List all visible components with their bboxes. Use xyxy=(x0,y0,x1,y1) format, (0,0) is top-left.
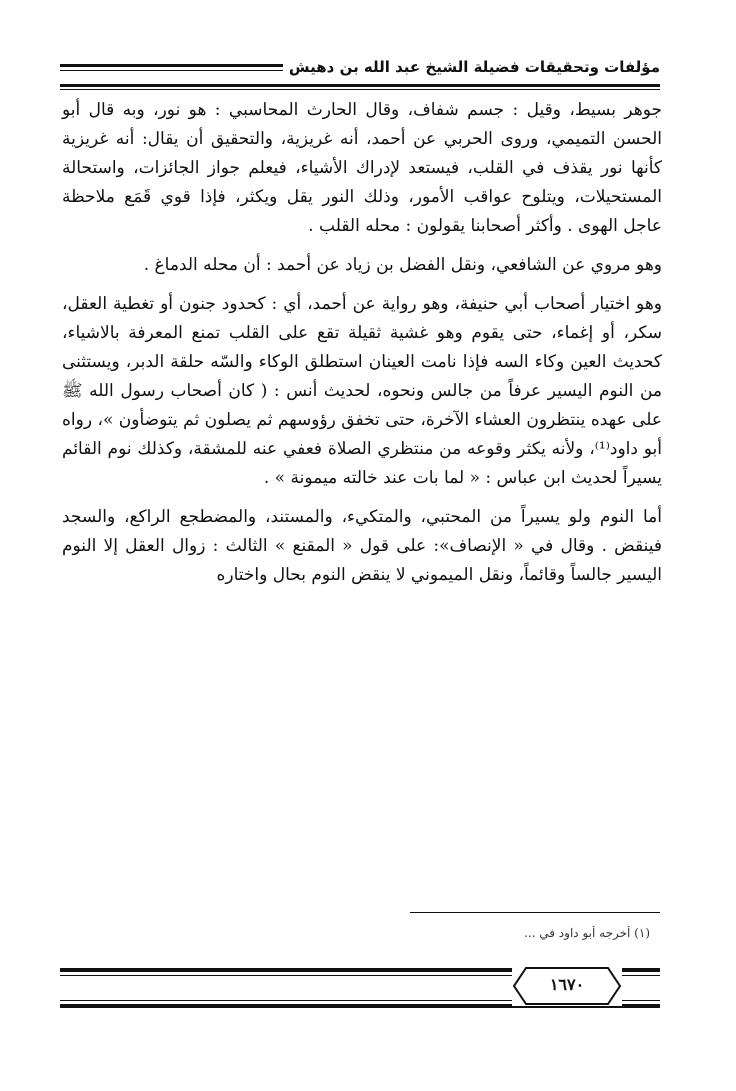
page-body xyxy=(62,96,662,600)
footnote-separator xyxy=(410,912,660,913)
footnote: (١) أخرجه أبو داود في ... xyxy=(524,926,650,940)
paragraph-3: وهو اختيار أصحاب أبي حنيفة، وهو رواية عن أحمد، أي : كحدود جنون أو تغطية العقل، سكر، أو إغماء، حتى يقوم وهو غشية ثقيلة تقع على القلب تمنع المعرفة بالاشياء، كحديث العين وكاء السه فإذا نامت العينان استطلق الوكاء والسّه حلقة الدبر، ويستثنى من النوم اليسير عرفاً من جالس ونحوه، لحديث أنس : ( كان أصحاب رسول الله ﷺ على عهده ينتظرون العشاء الآخرة، حتى تخفق رؤوسهم ثم يصلون ثم يتوضأون »، رواه أبو داود⁽¹⁾، ولأنه يكثر وقوعه من منتظري الصلاة فعفي عنه للمشقة، وكذلك نوم القائم يسيراً لحديث ابن عباس : « لما بات عند خالته ميمونة » . xyxy=(62,294,662,488)
header-bottom-rule-thin xyxy=(60,89,660,90)
paragraph-1: جوهر بسيط، وقيل : جسم شفاف، وقال الحارث المحاسبي : هو نور، وبه قال أبو الحسن التميمي، وروى الحربي عن أحمد، أنه غريزية، والتحقيق أن يقال: أنه غريزية كأنها نور يقذف في القلب، فيستعد لإدراك الأشياء، فيعلم جواز الجائزات، واستحالة المستحيلات، ويتلوح عواقب الأمور، وذلك النور يقل ويكثر، فإذا قوي قَمَع ملاحظة عاجل الهوى . وأكثر أصحابنا يقولون : محله القلب . xyxy=(62,100,662,236)
paragraph-2: وهو مروي عن الشافعي، ونقل الفضل بن زياد عن أحمد : أن محله الدماغ . xyxy=(143,255,662,275)
header-bottom-rule-thick xyxy=(60,84,660,87)
page-number-badge xyxy=(512,966,622,1006)
page-number: ١٦٧٠ xyxy=(549,975,585,994)
header-title: مؤلفات وتحقيقات فضيلة الشيخ عبد الله بن دهيش xyxy=(283,58,660,76)
paragraph-4: أما النوم ولو يسيراً من المحتبي، والمتكيء، والمستند، والمضطجع الراكع، والسجد فينقض . وقال في « الإنصاف»: على قول « المقنع » الثالث : زوال العقل إلا النوم اليسير جالساً وقائماً، ونقل الميموني لا ينقض النوم بحال واختاره xyxy=(62,507,662,585)
